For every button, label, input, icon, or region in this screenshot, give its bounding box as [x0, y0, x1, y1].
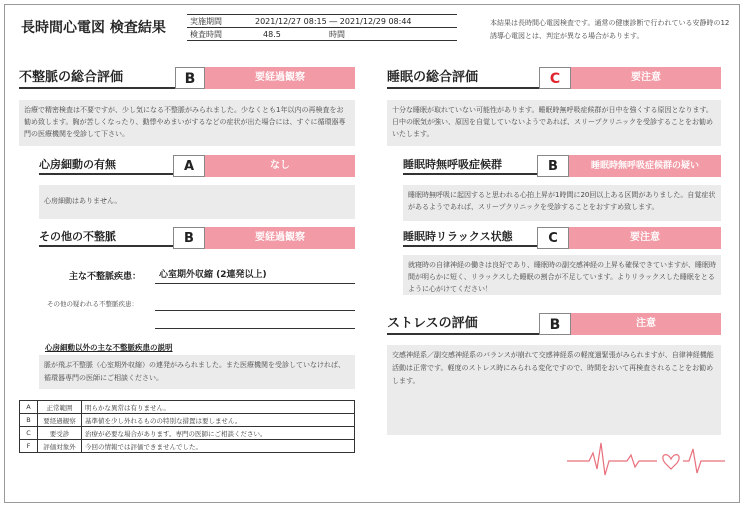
legend-row: [20, 401, 355, 414]
heartbeat-line-icon: [567, 439, 725, 479]
stress-title: ストレスの評価: [387, 316, 478, 331]
duration-label: 検査時間: [190, 29, 222, 39]
arrhythmia-grade: B: [175, 67, 205, 89]
legend-row: [20, 427, 355, 440]
explain-body: 脈が飛ぶ不整脈（心室期外収縮）の連発がみられました。また医療機関を受診していなければ、循環器専門の医師にご相談ください。: [39, 355, 355, 389]
duration-unit: 時間: [329, 29, 345, 39]
sleep-status: 要注意: [571, 67, 721, 89]
legend-code: A: [20, 401, 38, 414]
relax-grade: C: [537, 227, 569, 249]
stress-comment: 交感神経系／副交感神経系のバランスが崩れて交感神経系の軽度過緊張がみられますが、自律神経機能活動は正常です。軽度のストレス時にみられる変化ですので、時間をおいて再検査されることをお勧めします。: [387, 345, 721, 435]
arrhythmia-title: 不整脈の総合評価: [19, 70, 124, 85]
legend-desc: 基準値を少し外れるものの特別な措置は要しません。: [82, 414, 355, 427]
legend-desc: 治療が必要な場合があります。専門の医師にご相談ください。: [82, 427, 355, 440]
other-disease-line-1: [155, 297, 355, 311]
report-note: 本結果は長時間心電図検査です。通常の健康診断で行われている安静時の12誘導心電図とは、判定が異なる場合があります。: [490, 19, 730, 40]
legend-code: C: [20, 427, 38, 440]
other-arrhythmia-status: 要経過観察: [205, 227, 355, 249]
period-row: [187, 15, 457, 28]
legend-desc: 明らかな異常は有りません。: [82, 401, 355, 414]
apnea-title: 睡眠時無呼吸症候群: [403, 158, 502, 171]
sleep-comment: 十分な睡眠が取れていない可能性があります。睡眠時無呼吸症候群が日中を強くする原因となります。日中の眠気が強い、原因を自覚していないようであれば、スリープクリニックを受診することをお勧めいたします。: [387, 100, 721, 146]
legend-name: 正常範囲: [38, 401, 82, 414]
report-page: [4, 4, 740, 503]
apnea-grade: B: [537, 155, 569, 177]
main-disease-label: 主な不整脈疾患：: [69, 272, 142, 282]
apnea-comment: 睡眠時無呼吸に起因すると思われる心拍上昇が1時間に20回以上ある区間がありました。自覚症状があるようであれば、スリープクリニックを受診することをおすすめ致します。: [403, 185, 721, 221]
relax-title: 睡眠時リラックス状態: [403, 230, 513, 243]
relax-status: 要注意: [569, 227, 721, 249]
apnea-status: 睡眠時無呼吸症候群の疑い: [569, 155, 721, 177]
duration-value: 48.5: [263, 29, 281, 39]
exam-meta-table: [187, 14, 457, 41]
relax-comment: 就寝時の自律神経の働きは良好であり、睡眠時の副交感神経の上昇も確保できていますが、睡眠時間が明らかに短く、リラックスした睡眠の割合が不足しています。よりリラックスした睡眠をとるように心がけてください！: [403, 255, 721, 295]
stress-status: 注意: [571, 313, 721, 335]
period-value: 2021/12/27 08:15 ― 2021/12/29 08:44: [255, 16, 412, 26]
legend-row: [20, 414, 355, 427]
other-arrhythmia-grade: B: [173, 227, 205, 249]
legend-code: B: [20, 414, 38, 427]
stress-grade: B: [539, 313, 571, 335]
sleep-grade: C: [539, 67, 571, 89]
other-disease-line-2: [155, 315, 355, 329]
sleep-title: 睡眠の総合評価: [387, 70, 479, 85]
explain-title: 心房細動以外の主な不整脈疾患の説明: [45, 343, 173, 352]
legend-desc: 今回の情報では評価できませんでした。: [82, 440, 355, 453]
period-label: 実施期間: [190, 16, 222, 26]
legend-code: F: [20, 440, 38, 453]
afib-grade: A: [173, 155, 205, 177]
arrhythmia-status: 要経過観察: [205, 67, 355, 89]
legend-name: 要受診: [38, 427, 82, 440]
other-disease-label: その他の疑われる不整脈疾患：: [47, 300, 138, 308]
page-title: 長時間心電図 検査結果: [21, 20, 166, 36]
duration-row: [187, 28, 457, 41]
other-arrhythmia-title: その他の不整脈: [39, 230, 116, 243]
legend-name: 評価対象外: [38, 440, 82, 453]
afib-title: 心房細動の有無: [39, 158, 116, 171]
legend-row: [20, 440, 355, 453]
arrhythmia-comment: 治療で精密検査は不要ですが、少し気になる不整脈がみられました。少なくとも1年以内の再検査をお勧め致します。胸が苦しくなったり、動悸やめまいがするなどの症状が出た場合には、すぐに循環器専門の医療機関を受診して下さい。: [19, 100, 355, 146]
main-disease-value: 心室期外収縮 (2連発以上): [155, 267, 355, 284]
legend-name: 要経過観察: [38, 414, 82, 427]
afib-status: なし: [205, 155, 355, 177]
afib-comment: 心房細動はありません。: [39, 185, 355, 219]
grade-legend-table: [19, 400, 355, 453]
